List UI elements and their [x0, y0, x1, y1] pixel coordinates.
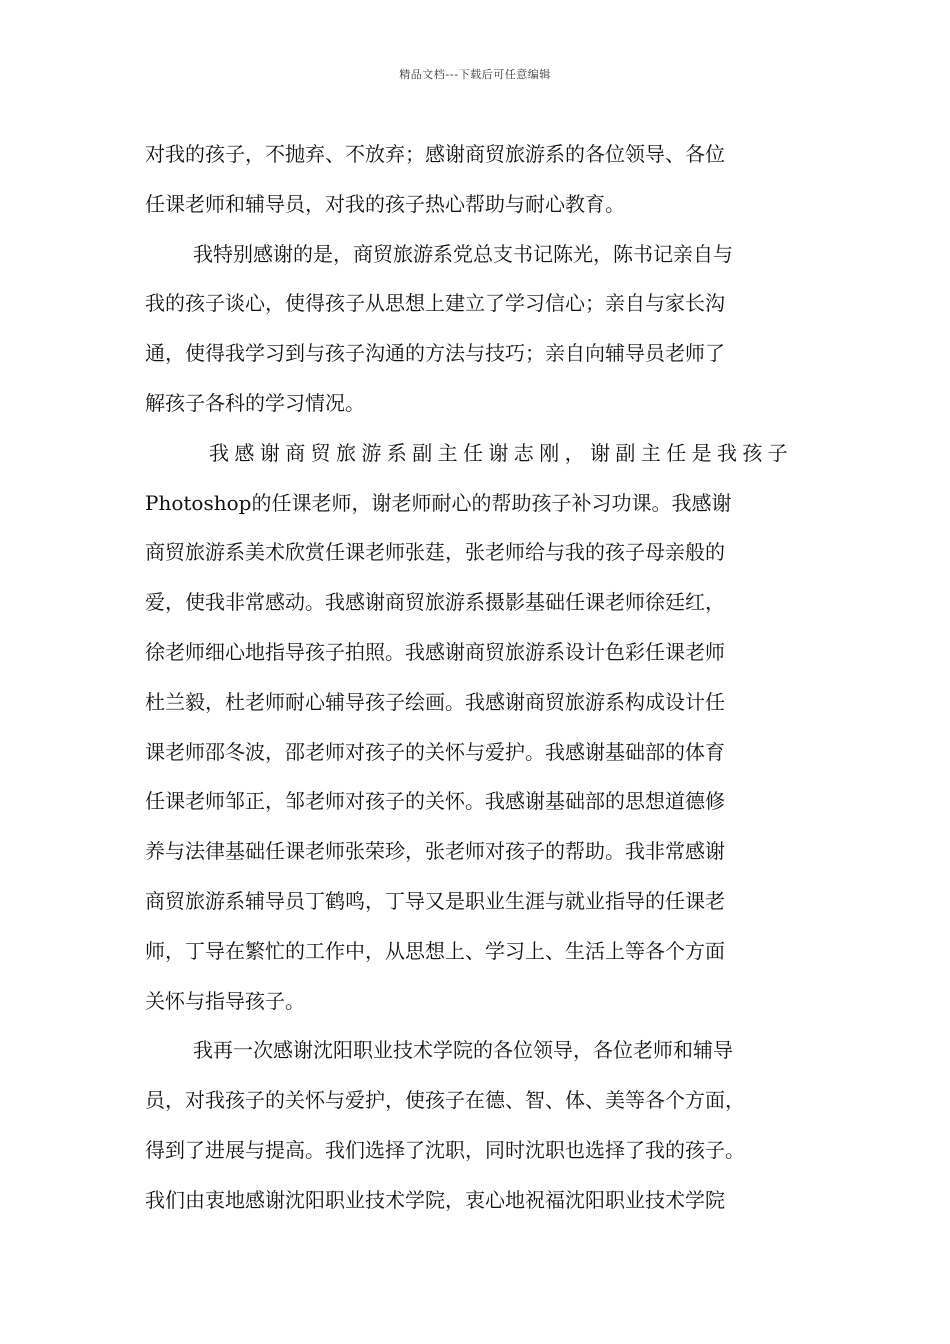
text-line: 养与法律基础任课老师张荣珍，张老师对孩子的帮助。我非常感谢 — [145, 839, 725, 864]
text-line: 我特别感谢的是，商贸旅游系党总支书记陈光，陈书记亲自与 — [193, 241, 733, 266]
text-line: 师，丁导在繁忙的工作中，从思想上、学习上、生活上等各个方面 — [145, 938, 725, 963]
paragraph-4 — [145, 1026, 810, 1225]
text-line: 徐老师细心地指导孩子拍照。我感谢商贸旅游系设计色彩任课老师 — [145, 639, 725, 664]
text-line: 任课老师和辅导员，对我的孩子热心帮助与耐心教育。 — [145, 191, 625, 216]
text-line: 解孩子各科的学习情况。 — [145, 390, 365, 415]
paragraph-3 — [145, 429, 810, 1027]
text-line: 我再一次感谢沈阳职业技术学院的各位领导，各位老师和辅导 — [193, 1038, 733, 1063]
text-line: 员，对我孩子的关怀与爱护，使孩子在德、智、体、美等各个方面， — [145, 1088, 745, 1113]
page-header: 精品文档---下载后可任意编辑 — [399, 68, 551, 81]
text-line: 商贸旅游系美术欣赏任课老师张莛，张老师给与我的孩子母亲般的 — [145, 540, 725, 565]
text-line: 商贸旅游系辅导员丁鹤鸣，丁导又是职业生涯与就业指导的任课老 — [145, 888, 725, 913]
text-line: 课老师邵冬波，邵老师对孩子的关怀与爱护。我感谢基础部的体育 — [145, 739, 725, 764]
text-line: 爱，使我非常感动。我感谢商贸旅游系摄影基础任课老师徐廷红， — [145, 590, 725, 615]
text-line: 关怀与指导孩子。 — [145, 988, 305, 1013]
document-body — [145, 130, 810, 1226]
text-line: 任课老师邹正，邹老师对孩子的关怀。我感谢基础部的思想道德修 — [145, 789, 725, 814]
text-line: 我的孩子谈心，使得孩子从思想上建立了学习信心；亲自与家长沟 — [145, 291, 725, 316]
text-line: 我们由衷地感谢沈阳职业技术学院，衷心地祝福沈阳职业技术学院 — [145, 1187, 725, 1212]
text-line: 我感谢商贸旅游系副主任谢志刚，谢副主任是我孩子 — [209, 440, 794, 465]
text-line: 得到了进展与提高。我们选择了沈职，同时沈职也选择了我的孩子。 — [145, 1137, 745, 1162]
text-line: 通，使得我学习到与孩子沟通的方法与技巧；亲自向辅导员老师了 — [145, 341, 725, 366]
paragraph-1 — [145, 130, 810, 230]
text-line: Photoshop的任课老师，谢老师耐心的帮助孩子补习功课。我感谢 — [145, 490, 732, 515]
text-line: 对我的孩子，不抛弃、不放弃；感谢商贸旅游系的各位领导、各位 — [145, 142, 725, 166]
text-line: 杜兰毅，杜老师耐心辅导孩子绘画。我感谢商贸旅游系构成设计任 — [145, 689, 725, 714]
paragraph-2 — [145, 230, 810, 429]
